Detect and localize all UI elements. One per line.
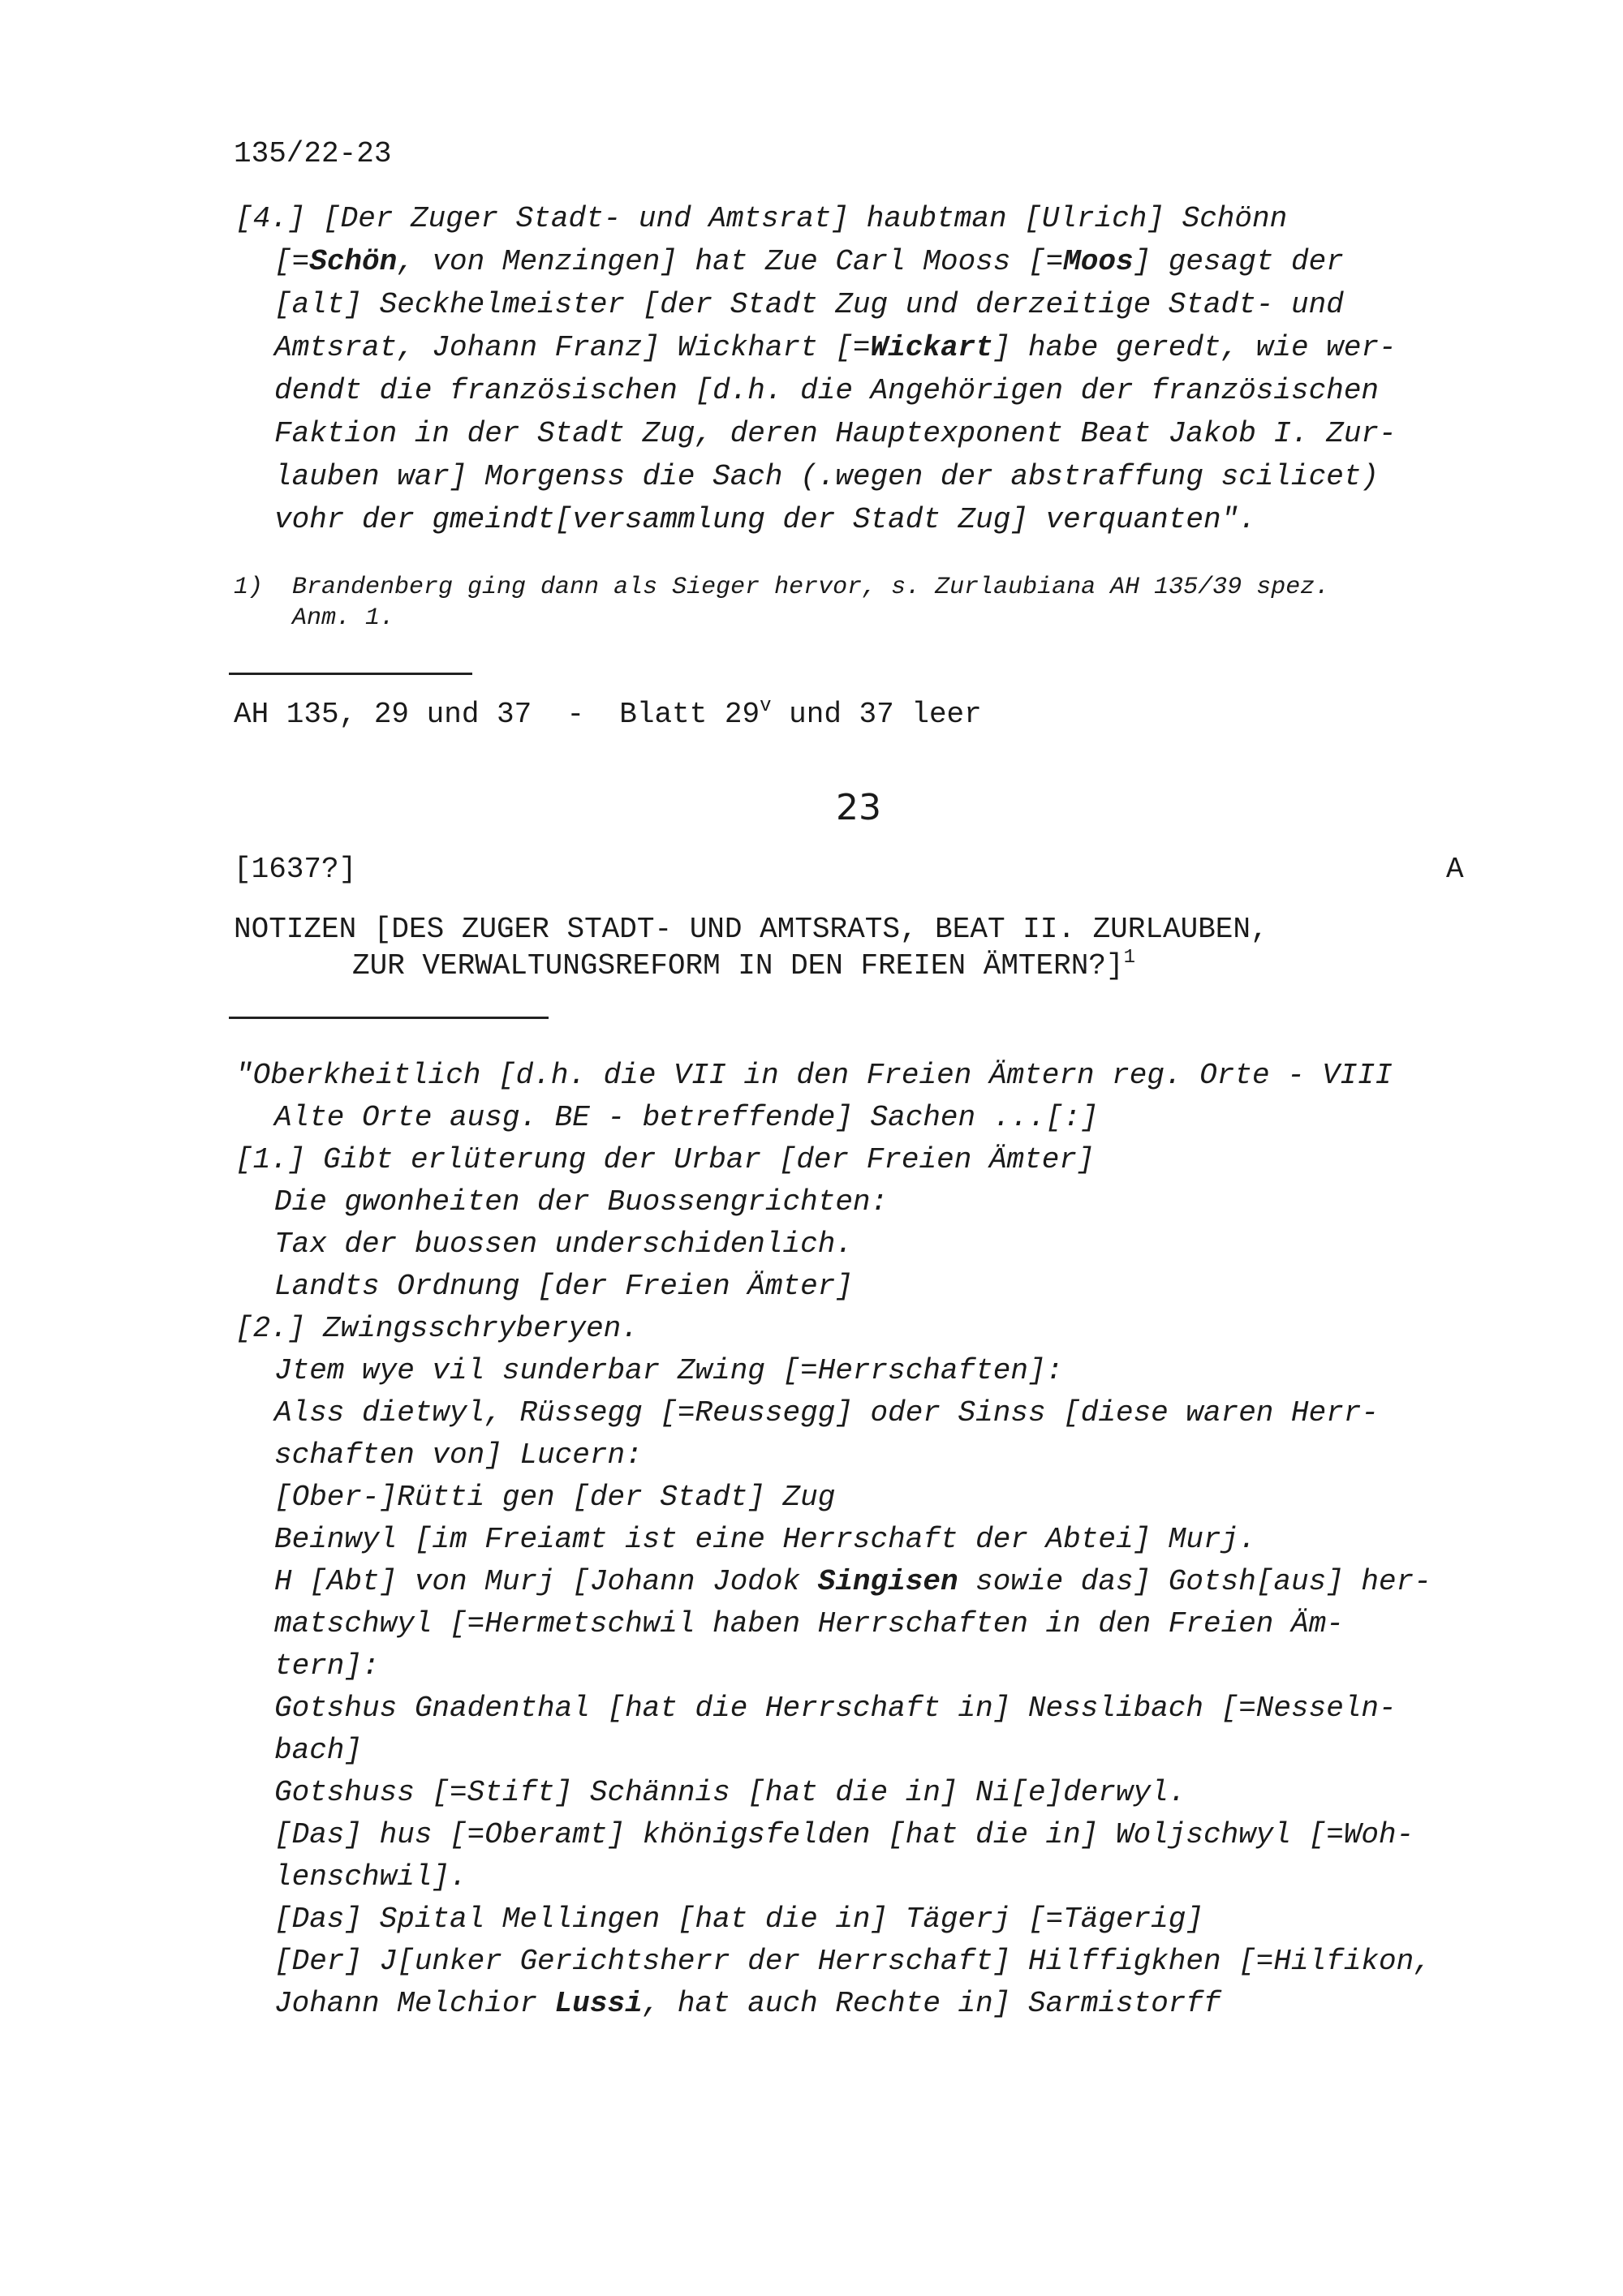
entry-4-line: vohr der gmeindt[versammlung der Stadt Zug] verquanten". [274, 503, 1256, 536]
entry-4-line: Amtsrat, Johann Franz] Wickhart [=Wickart] habe geredt, wie wer- [274, 331, 1397, 364]
body-line: Alte Orte ausg. BE - betreffende] Sachen ...[:] [274, 1101, 1099, 1134]
person-name-bold: Schön [309, 245, 398, 278]
entry-4-line: Faktion in der Stadt Zug, deren Hauptexponent Beat Jakob I. Zur- [274, 417, 1397, 450]
document-number: 23 [836, 787, 881, 828]
body-line: [Der] J[unker Gerichtsherr der Herrschaft] Hilffigkhen [=Hilfikon, [274, 1945, 1431, 1978]
body-line: Johann Melchior Lussi, hat auch Rechte in] Sarmistorff [274, 1987, 1221, 2020]
body-line: "Oberkheitlich [d.h. die VII in den Freien Ämtern reg. Orte - VIII [235, 1059, 1393, 1092]
body-line: [2.] Zwingsschryberyen. [235, 1312, 639, 1345]
person-name-bold: Wickart [870, 331, 993, 364]
entry-4-line: lauben war] Morgenss die Sach (.wegen der abstraffung scilicet) [274, 460, 1380, 493]
body-line: matschwyl [=Hermetschwil haben Herrschaften in den Freien Äm- [274, 1607, 1344, 1640]
body-line: H [Abt] von Murj [Johann Jodok Singisen sowie das] Gotsh[aus] her- [274, 1565, 1431, 1598]
archive-line-main: AH 135, 29 und 37 - Blatt 29 [234, 698, 760, 731]
body-line: tern]: [274, 1649, 380, 1683]
footnote-text-cont: Anm. 1. [292, 604, 395, 632]
body-line: Die gwonheiten der Buossengrichten: [274, 1185, 889, 1219]
title-separator [229, 1017, 549, 1019]
entry-4-line: dendt die französischen [d.h. die Angehörigen der französischen [274, 374, 1380, 407]
footnote-separator [229, 673, 472, 675]
document-title-line-2 [352, 948, 1135, 985]
person-name-bold: Moos [1063, 245, 1134, 278]
person-name-bold: Lussi [554, 1987, 643, 2020]
document-title-text: ZUR VERWALTUNGSREFORM IN DEN FREIEN ÄMTERN?] [352, 949, 1124, 982]
person-name-bold: Singisen [817, 1565, 958, 1598]
title-footnote-mark: 1 [1123, 947, 1135, 969]
body-line: lenschwil]. [274, 1860, 467, 1894]
document-letter: A [1446, 853, 1464, 886]
footnote-number: 1) [234, 574, 264, 601]
document-date: [1637?] [234, 853, 357, 886]
body-line: Jtem wye vil sunderbar Zwing [=Herrschaften]: [274, 1354, 1064, 1387]
archive-line-rest: und 37 leer [771, 698, 982, 731]
entry-4-line: [4.] [Der Zuger Stadt- und Amtsrat] haubtman [Ulrich] Schönn [235, 202, 1288, 235]
page-reference: 135/22-23 [234, 137, 392, 170]
body-line: schaften von] Lucern: [274, 1438, 643, 1472]
body-line: Alss dietwyl, Rüssegg [=Reussegg] oder Sinss [diese waren Herr- [274, 1396, 1380, 1430]
entry-4-line: [=Schön, von Menzingen] hat Zue Carl Mooss [=Moos] gesagt der [274, 245, 1344, 278]
body-line: [Ober-]Rütti gen [der Stadt] Zug [274, 1481, 836, 1514]
body-line: Beinwyl [im Freiamt ist eine Herrschaft der Abtei] Murj. [274, 1523, 1256, 1556]
body-line: Landts Ordnung [der Freien Ämter] [274, 1270, 853, 1303]
body-line: [Das] Spital Mellingen [hat die in] Tägerj [=Tägerig] [274, 1903, 1203, 1936]
body-line: Gotshus Gnadenthal [hat die Herrschaft in] Nesslibach [=Nesseln- [274, 1692, 1397, 1725]
archive-line [234, 694, 982, 736]
document-title-line-1: NOTIZEN [DES ZUGER STADT- UND AMTSRATS, BEAT II. ZURLAUBEN, [234, 913, 1268, 946]
body-line: Tax der buossen underschidenlich. [274, 1228, 853, 1261]
body-line: Gotshuss [=Stift] Schännis [hat die in] Ni[e]derwyl. [274, 1776, 1186, 1809]
body-line: [1.] Gibt erlüterung der Urbar [der Freien Ämter] [235, 1143, 1095, 1176]
entry-4-line: [alt] Seckhelmeister [der Stadt Zug und derzeitige Stadt- und [274, 288, 1344, 321]
archive-line-verso: v [760, 695, 772, 717]
body-line: bach] [274, 1734, 363, 1767]
footnote-text: Brandenberg ging dann als Sieger hervor, s. Zurlaubiana AH 135/39 spez. [292, 574, 1330, 601]
body-line: [Das] hus [=Oberamt] khönigsfelden [hat die in] Woljschwyl [=Woh- [274, 1818, 1414, 1851]
